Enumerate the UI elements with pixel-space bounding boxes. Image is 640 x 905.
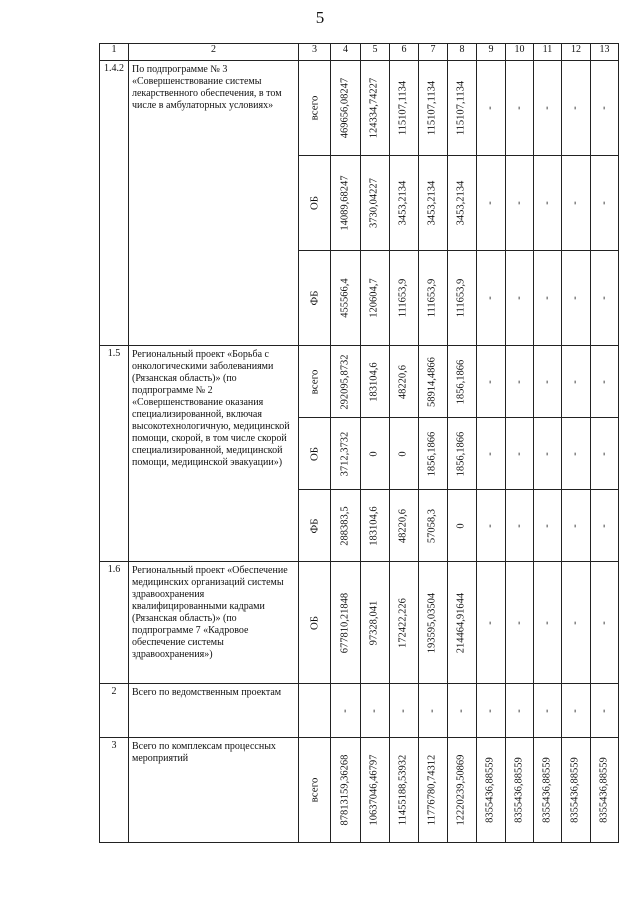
funding-source-text: всего [307, 369, 320, 394]
funding-source-text: ФБ [307, 517, 320, 534]
funding-source [299, 156, 331, 251]
header-cell: 4 [331, 44, 361, 61]
value-cell-text: 8355436,88559 [569, 757, 581, 823]
header-cell: 10 [506, 44, 534, 61]
value-cell-text: - [339, 708, 351, 713]
value-cell-text: 10637046,46797 [368, 754, 380, 826]
value-cell-text: 87813159,36268 [339, 754, 351, 826]
value-cell-text: 8355436,88559 [541, 757, 553, 823]
value-cell [591, 418, 619, 490]
value-cell [419, 684, 448, 738]
value-cell-text: - [455, 708, 467, 713]
value-cell [448, 156, 477, 251]
value-cell-text: - [484, 708, 496, 713]
value-cell-text: 469656,08247 [339, 77, 351, 139]
value-cell-text: - [484, 296, 496, 300]
value-cell [361, 418, 390, 490]
value-cell [506, 490, 534, 562]
value-cell-text: 111653,9 [455, 278, 467, 318]
value-cell-text: 115107,1134 [426, 80, 438, 136]
value-cell-text: 12220239,50869 [455, 754, 467, 826]
row-index: 1.5 [100, 346, 129, 562]
value-cell-text: 183104,6 [368, 361, 380, 402]
value-cell [419, 251, 448, 346]
value-cell-text: - [484, 451, 496, 456]
value-cell-text: 1856,1866 [426, 431, 438, 476]
value-cell-text: 3730,04227 [368, 178, 380, 228]
value-cell [562, 562, 591, 684]
value-cell-text: 57058,3 [426, 508, 438, 543]
value-cell-text: - [397, 708, 409, 713]
value-cell [448, 61, 477, 156]
value-cell [534, 684, 562, 738]
row-description: Региональный проект «Обеспечение медицинских организаций системы здравоохранения квалифицированными кадрами (Рязанская область)» (по подпрограмме 7 «Кадровое обеспечение системы здравоохранения») [129, 562, 299, 684]
value-cell [361, 346, 390, 418]
header-cell: 13 [591, 44, 619, 61]
value-cell-text: 214464,91644 [455, 592, 467, 653]
header-cell: 6 [390, 44, 419, 61]
value-cell [448, 738, 477, 843]
value-cell [331, 738, 361, 843]
value-cell-text: 120604,7 [368, 278, 380, 318]
value-cell-text: - [569, 379, 581, 384]
value-cell [419, 418, 448, 490]
value-cell-text: 677810,21848 [339, 592, 351, 653]
value-cell-text: - [484, 379, 496, 384]
page-number: 5 [315, 8, 325, 27]
value-cell-text: - [569, 451, 581, 456]
value-cell-text: - [513, 106, 525, 110]
header-cell: 11 [534, 44, 562, 61]
value-cell [361, 562, 390, 684]
value-cell [591, 156, 619, 251]
value-cell-text: 115107,1134 [397, 80, 409, 136]
value-cell-text: - [484, 106, 496, 110]
value-cell-text: - [598, 708, 610, 713]
value-cell [477, 490, 506, 562]
value-cell [534, 61, 562, 156]
value-cell-text: 3453,2134 [426, 180, 438, 226]
value-cell [419, 346, 448, 418]
value-cell-text: - [513, 451, 525, 456]
value-cell [331, 490, 361, 562]
funding-source [299, 418, 331, 490]
table-row [100, 562, 619, 684]
value-cell [477, 346, 506, 418]
value-cell [506, 562, 534, 684]
value-cell-text: - [541, 379, 553, 384]
value-cell-text: - [513, 379, 525, 384]
row-index: 2 [100, 684, 129, 738]
table-row [100, 61, 619, 156]
value-cell [591, 562, 619, 684]
value-cell-text: 111653,9 [426, 278, 438, 318]
value-cell-text: - [569, 708, 581, 713]
value-cell-text: - [541, 296, 553, 300]
value-cell [506, 684, 534, 738]
value-cell [534, 418, 562, 490]
value-cell [419, 490, 448, 562]
value-cell-text: 3712,3732 [339, 431, 351, 476]
value-cell-text: 0 [455, 522, 467, 529]
header-cell: 3 [299, 44, 331, 61]
value-cell [448, 684, 477, 738]
value-cell [506, 418, 534, 490]
value-cell [562, 684, 591, 738]
value-cell-text: - [598, 620, 610, 625]
value-cell-text: - [569, 106, 581, 110]
value-cell-text: 172422,226 [397, 597, 409, 648]
value-cell [562, 251, 591, 346]
value-cell [448, 346, 477, 418]
value-cell-text: - [569, 620, 581, 625]
value-cell [477, 562, 506, 684]
funding-source-text: ФБ [307, 290, 320, 306]
value-cell [361, 61, 390, 156]
value-cell-text: - [598, 523, 610, 528]
funding-source [299, 61, 331, 156]
value-cell-text: - [426, 708, 438, 713]
header-cell: 1 [100, 44, 129, 61]
header-cell: 7 [419, 44, 448, 61]
value-cell-text: 58914,4866 [426, 356, 438, 407]
value-cell [390, 346, 419, 418]
value-cell-text: 1856,1866 [455, 431, 467, 476]
value-cell [591, 251, 619, 346]
value-cell-text: 111653,9 [397, 278, 409, 318]
value-cell-text: 0 [368, 450, 380, 457]
value-cell [331, 562, 361, 684]
value-cell-text: 455566,4 [339, 278, 351, 318]
value-cell-text: 1856,1866 [455, 359, 467, 404]
value-cell-text: - [569, 296, 581, 300]
value-cell-text: - [541, 523, 553, 528]
value-cell-text: 8355436,88559 [598, 757, 610, 823]
value-cell [506, 156, 534, 251]
value-cell [448, 418, 477, 490]
value-cell [361, 738, 390, 843]
budget-table [99, 43, 619, 843]
table-row [100, 684, 619, 738]
value-cell-text: - [513, 620, 525, 625]
value-cell-text: - [513, 201, 525, 205]
value-cell [562, 156, 591, 251]
value-cell [534, 346, 562, 418]
value-cell [506, 346, 534, 418]
value-cell-text: 48220,6 [397, 508, 409, 543]
value-cell-text: - [541, 708, 553, 713]
value-cell [591, 346, 619, 418]
value-cell [591, 490, 619, 562]
value-cell-text: - [598, 106, 610, 110]
value-cell [534, 251, 562, 346]
table-row [100, 738, 619, 843]
value-cell [534, 562, 562, 684]
value-cell [506, 738, 534, 843]
value-cell-text: - [569, 201, 581, 205]
value-cell [361, 156, 390, 251]
value-cell [477, 61, 506, 156]
value-cell [331, 61, 361, 156]
funding-source [299, 738, 331, 843]
funding-source [299, 490, 331, 562]
value-cell-text: 11455188,53932 [397, 754, 409, 826]
value-cell-text: 97328,041 [368, 600, 380, 645]
row-index: 1.6 [100, 562, 129, 684]
value-cell-text: - [598, 296, 610, 300]
value-cell [591, 61, 619, 156]
value-cell [448, 490, 477, 562]
header-cell: 2 [129, 44, 299, 61]
value-cell [361, 490, 390, 562]
value-cell-text: 11776780,74312 [426, 754, 438, 826]
value-cell-text: - [513, 708, 525, 713]
value-cell-text: 193595,03504 [426, 592, 438, 653]
value-cell-text: - [368, 708, 380, 713]
funding-source [299, 346, 331, 418]
value-cell-text: 3453,2134 [455, 180, 467, 226]
value-cell [477, 156, 506, 251]
value-cell [562, 418, 591, 490]
funding-source [299, 562, 331, 684]
value-cell [390, 738, 419, 843]
value-cell [477, 251, 506, 346]
value-cell [477, 684, 506, 738]
value-cell-text: - [484, 620, 496, 625]
value-cell-text: - [513, 523, 525, 528]
value-cell-text: - [484, 523, 496, 528]
value-cell [534, 490, 562, 562]
funding-source-text: всего [307, 777, 320, 803]
row-index: 1.4.2 [100, 61, 129, 346]
value-cell [390, 562, 419, 684]
value-cell [331, 156, 361, 251]
value-cell [419, 61, 448, 156]
value-cell [390, 251, 419, 346]
value-cell [591, 738, 619, 843]
value-cell-text: 183104,6 [368, 505, 380, 546]
row-description: Всего по комплексам процессных мероприятий [129, 738, 299, 843]
value-cell [591, 684, 619, 738]
header-cell: 12 [562, 44, 591, 61]
value-cell [390, 156, 419, 251]
value-cell-text: - [541, 106, 553, 110]
value-cell-text: 288383,5 [339, 505, 351, 546]
value-cell [390, 61, 419, 156]
value-cell-text: 124334,74227 [368, 77, 380, 139]
value-cell [419, 562, 448, 684]
value-cell [390, 418, 419, 490]
header-cell: 8 [448, 44, 477, 61]
value-cell [361, 251, 390, 346]
value-cell [562, 738, 591, 843]
header-cell: 9 [477, 44, 506, 61]
value-cell-text: - [598, 201, 610, 205]
header-cell: 5 [361, 44, 390, 61]
row-description: Региональный проект «Борьба с онкологическими заболеваниями (Рязанская область)» (по подпрограмме № 2 «Совершенствование оказания специализированной, включая высокотехнологичную, медицинской помощи, скорой, в том числе скорой специализированной, медицинской помощи, медицинской эвакуации») [129, 346, 299, 562]
value-cell [506, 251, 534, 346]
value-cell [534, 738, 562, 843]
row-description: Всего по ведомственным проектам [129, 684, 299, 738]
value-cell [331, 346, 361, 418]
funding-source-text: ОБ [307, 446, 320, 461]
value-cell [331, 418, 361, 490]
funding-source-text: ОБ [307, 195, 320, 211]
value-cell-text: - [569, 523, 581, 528]
value-cell-text: 292095,8732 [339, 353, 351, 410]
value-cell [562, 490, 591, 562]
value-cell-text: - [598, 379, 610, 384]
table-row [100, 346, 619, 418]
value-cell-text: 115107,1134 [455, 80, 467, 136]
funding-source [299, 251, 331, 346]
value-cell-text: 48220,6 [397, 364, 409, 399]
value-cell-text: - [541, 201, 553, 205]
value-cell [419, 156, 448, 251]
value-cell [477, 738, 506, 843]
value-cell [448, 251, 477, 346]
value-cell-text: 14089,68247 [339, 175, 351, 231]
funding-source-text: ОБ [307, 615, 320, 630]
header-row [100, 44, 619, 61]
value-cell [361, 684, 390, 738]
value-cell [419, 738, 448, 843]
value-cell [448, 562, 477, 684]
value-cell [390, 684, 419, 738]
value-cell [562, 346, 591, 418]
value-cell-text: 3453,2134 [397, 180, 409, 226]
value-cell-text: - [484, 201, 496, 205]
value-cell-text: - [541, 451, 553, 456]
value-cell [331, 684, 361, 738]
value-cell-text: - [541, 620, 553, 625]
value-cell [534, 156, 562, 251]
row-description: По подпрограмме № 3 «Совершенствование системы лекарственного обеспечения, в том числе в амбулаторных условиях» [129, 61, 299, 346]
value-cell-text: 0 [397, 450, 409, 457]
funding-source [299, 684, 331, 738]
value-cell-text: - [513, 296, 525, 300]
value-cell [562, 61, 591, 156]
value-cell-text: 8355436,88559 [484, 757, 496, 823]
value-cell [506, 61, 534, 156]
value-cell [477, 418, 506, 490]
value-cell-text: 8355436,88559 [513, 757, 525, 823]
row-index: 3 [100, 738, 129, 843]
value-cell-text: - [598, 451, 610, 456]
value-cell [390, 490, 419, 562]
funding-source-text: всего [307, 95, 320, 121]
value-cell [331, 251, 361, 346]
